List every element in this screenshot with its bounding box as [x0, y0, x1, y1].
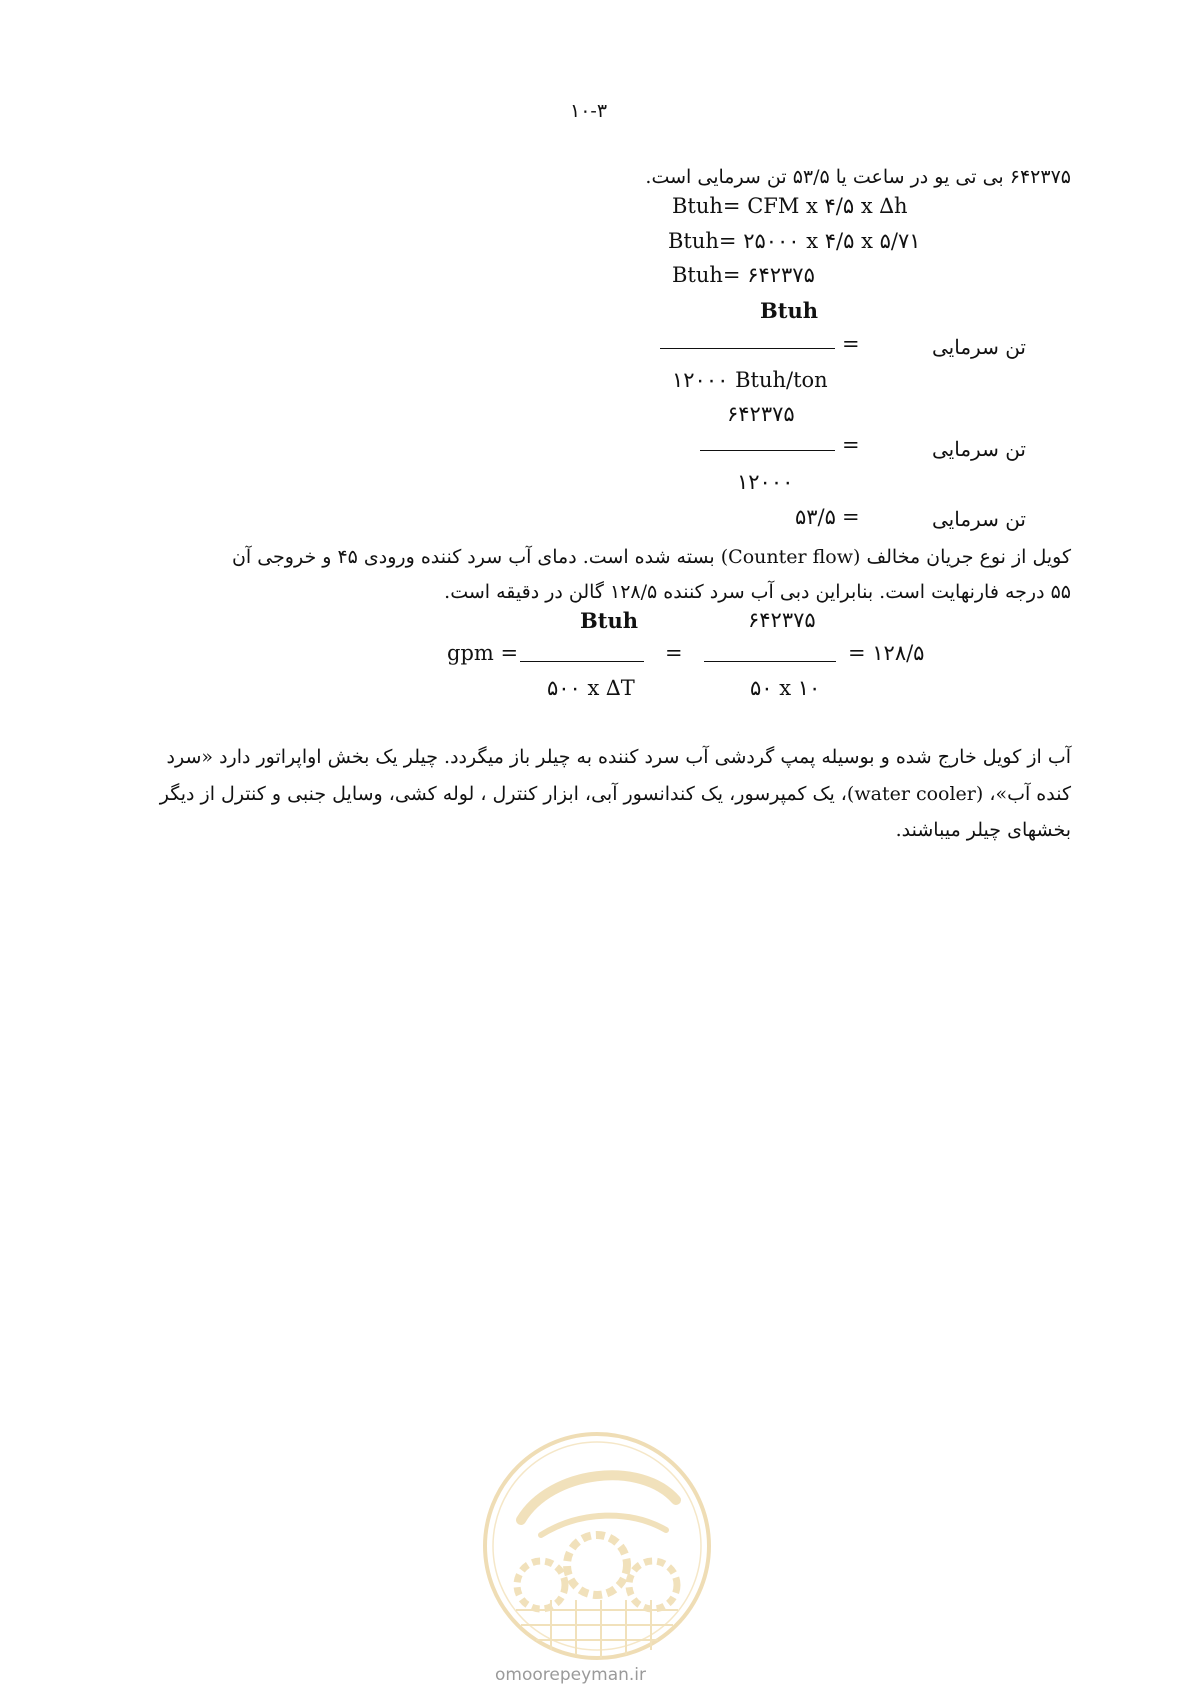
gpm-result: = ۱۲۸/۵	[848, 641, 925, 665]
fraction-2-label: تن سرمایی	[932, 437, 1026, 461]
fraction-1-equals: =	[842, 332, 860, 356]
fraction-1-label: تن سرمایی	[932, 335, 1026, 359]
fraction-2-numerator: ۶۴۲۳۷۵	[727, 402, 795, 426]
gpm-fraction-1-bar	[520, 661, 644, 662]
chiller-paragraph-line-2: کنده آب»، (water cooler)، یک کمپرسور، یک کندانسور آبی، ابزار کنترل ، لوله کشی، وسایل جنبی و کنترل از دیگر	[159, 783, 1071, 805]
page-number: ۱۰-۳	[570, 100, 608, 122]
gpm-denominator-2: ۵۰ x ۱۰	[750, 676, 821, 700]
gpm-fraction-2-bar	[704, 661, 836, 662]
watermark-url: omoorepeyman.ir	[495, 1665, 647, 1685]
gpm-numerator-2: ۶۴۲۳۷۵	[748, 608, 816, 632]
fraction-2-denominator: ۱۲۰۰۰	[737, 470, 794, 494]
result-value: ۵۳/۵	[795, 505, 836, 529]
gpm-lhs: gpm =	[447, 641, 519, 665]
equation-line-2: Btuh= ۲۵۰۰۰ x ۴/۵ x ۵/۷۱	[668, 229, 921, 253]
equation-line-3: Btuh= ۶۴۲۳۷۵	[672, 263, 815, 287]
result-label: تن سرمایی	[932, 507, 1026, 531]
fraction-1-bar	[660, 348, 835, 349]
fraction-2-bar	[700, 450, 835, 451]
chiller-paragraph-line-3: بخشهای چیلر میباشند.	[895, 819, 1071, 841]
gpm-denominator-1: ۵۰۰ x ∆T	[547, 676, 635, 700]
chiller-paragraph-line-1: آب از کویل خارج شده و بوسیله پمپ گردشی آب سرد کننده به چیلر باز میگردد. چیلر یک بخش اواپراتور دارد «سرد	[166, 746, 1071, 768]
intro-text: ۶۴۲۳۷۵ بی تی یو در ساعت یا ۵۳/۵ تن سرمایی است.	[645, 166, 1071, 188]
equation-line-1: Btuh= CFM x ۴/۵ x ∆h	[672, 194, 908, 218]
fraction-2-equals: =	[842, 433, 860, 457]
watermark-logo	[481, 1430, 713, 1662]
coil-paragraph-line-1: کویل از نوع جریان مخالف (Counter flow) بسته شده است. دمای آب سرد کننده ورودی ۴۵ و خروجی آن	[231, 546, 1071, 568]
fraction-1-denominator: ۱۲۰۰۰ Btuh/ton	[672, 368, 828, 392]
gpm-numerator-1: Btuh	[580, 608, 638, 633]
coil-paragraph-line-2: ۵۵ درجه فارنهایت است. بنابراین دبی آب سرد کننده ۱۲۸/۵ گالن در دقیقه است.	[444, 581, 1071, 603]
gpm-middle-equals: =	[665, 641, 683, 665]
fraction-1-numerator: Btuh	[760, 298, 818, 323]
result-equals: =	[842, 505, 860, 529]
